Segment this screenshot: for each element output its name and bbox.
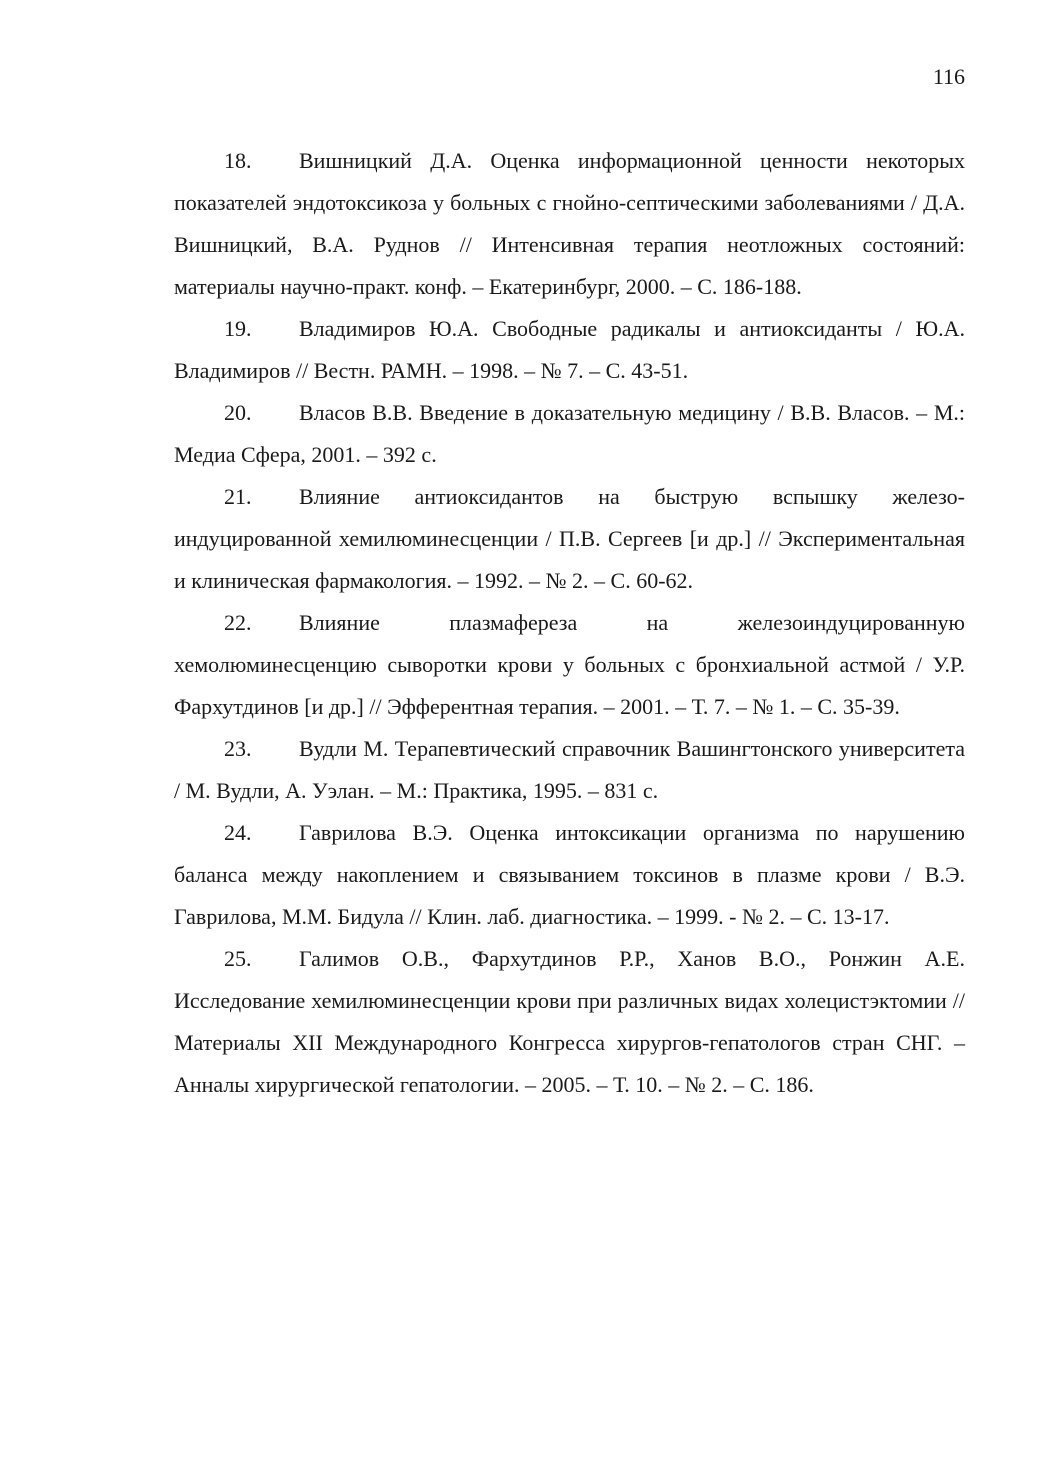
reference-text: Владимиров Ю.А. Свободные радикалы и антиоксиданты / Ю.А. Владимиров // Вестн. РАМН. – 1998. – № 7. – С. 43-51. [174,316,965,383]
reference-item [174,140,965,308]
reference-number: 19. [224,316,252,341]
reference-number: 22. [224,610,252,635]
reference-text: Влияние плазмафереза на железоиндуцированную хемолюминесценцию сыворотки крови у больных с бронхиальной астмой / У.Р. Фархутдинов [и др.] // Эфферентная терапия. – 2001. – Т. 7. – № 1. – С. 35-39. [174,610,965,719]
reference-number: 25. [224,946,252,971]
reference-item [174,812,965,938]
reference-item [174,476,965,602]
reference-number: 18. [224,148,252,173]
reference-list [174,140,965,1106]
reference-text: Влияние антиоксидантов на быструю вспышку железо-индуцированной хемилюминесценции / П.В. Сергеев [и др.] // Экспериментальная и клиническая фармакология. – 1992. – № 2. – С. 60-62. [174,484,965,593]
reference-item [174,308,965,392]
reference-text: Вудли М. Терапевтический справочник Вашингтонского университета / М. Вудли, А. Уэлан. – М.: Практика, 1995. – 831 с. [174,736,965,803]
reference-number: 21. [224,484,252,509]
reference-number: 23. [224,736,252,761]
reference-item [174,938,965,1106]
page-number: 116 [932,64,965,89]
reference-text: Гаврилова В.Э. Оценка интоксикации организма по нарушению баланса между накоплением и связыванием токсинов в плазме крови / В.Э. Гаврилова, М.М. Бидула // Клин. лаб. диагностика. – 1999. - № 2. – С. 13-17. [174,820,965,929]
reference-text: Власов В.В. Введение в доказательную медицину / В.В. Власов. – М.: Медиа Сфера, 2001. – 392 с. [174,400,965,467]
reference-item [174,392,965,476]
reference-item [174,602,965,728]
reference-text: Вишницкий Д.А. Оценка информационной ценности некоторых показателей эндотоксикоза у больных с гнойно-септическими заболеваниями / Д.А. Вишницкий, В.А. Руднов // Интенсивная терапия неотложных состояний: материалы научно-практ. конф. – Екатеринбург, 2000. – С. 186-188. [174,148,965,299]
reference-text: Галимов О.В., Фархутдинов Р.Р., Ханов В.О., Ронжин А.Е. Исследование хемилюминесценции крови при различных видах холецистэктомии // Материалы XII Международного Конгресса хирургов-гепатологов стран СНГ. – Анналы хирургической гепатологии. – 2005. – Т. 10. – № 2. – С. 186. [174,946,965,1097]
reference-number: 20. [224,400,252,425]
reference-item [174,728,965,812]
reference-number: 24. [224,820,252,845]
